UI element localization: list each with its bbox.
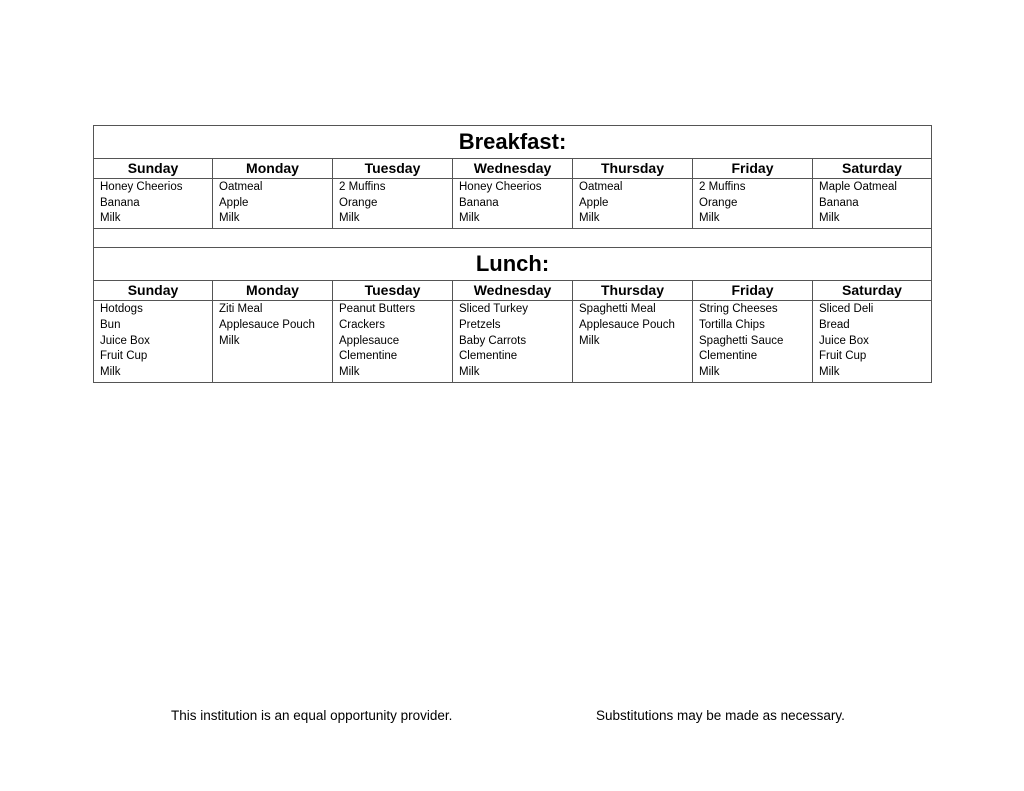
breakfast-day-header: Tuesday xyxy=(333,159,453,179)
lunch-menu-item: Crackers xyxy=(339,318,386,331)
lunch-menu-item: Clementine xyxy=(459,350,518,363)
breakfast-day-cell xyxy=(213,179,333,229)
lunch-title-row xyxy=(94,248,932,281)
lunch-items-row xyxy=(94,301,932,383)
menu-table xyxy=(93,125,932,383)
breakfast-title: Breakfast: xyxy=(94,126,932,159)
breakfast-menu-item: Honey Cheerios xyxy=(459,181,542,193)
breakfast-menu-item: Oatmeal xyxy=(219,181,263,193)
breakfast-menu-item: 2 Muffins xyxy=(699,181,746,193)
lunch-menu-item: Fruit Cup xyxy=(100,350,148,363)
breakfast-menu-item: Orange xyxy=(339,196,378,209)
breakfast-day-cell xyxy=(453,179,573,229)
breakfast-day-cell xyxy=(573,179,693,229)
lunch-menu-item: Fruit Cup xyxy=(819,350,867,363)
lunch-menu-item: Clementine xyxy=(339,350,398,363)
lunch-menu-item: Milk xyxy=(579,334,600,347)
breakfast-menu-item: Banana xyxy=(100,196,140,209)
lunch-day-header-row xyxy=(94,281,932,301)
lunch-menu-item: Tortilla Chips xyxy=(699,318,765,331)
breakfast-menu-item: Apple xyxy=(579,196,609,209)
breakfast-title-row xyxy=(94,126,932,159)
lunch-menu-item: Ziti Meal xyxy=(219,303,263,316)
breakfast-menu-item: Banana xyxy=(459,196,499,209)
lunch-menu-item: Pretzels xyxy=(459,318,501,331)
breakfast-day-header: Thursday xyxy=(573,159,693,179)
breakfast-menu-item: Milk xyxy=(219,212,240,225)
breakfast-menu-item: Milk xyxy=(339,212,360,225)
menu-body xyxy=(94,126,932,383)
breakfast-day-cell xyxy=(94,179,213,229)
lunch-menu-item: Milk xyxy=(699,365,720,378)
lunch-day-cell xyxy=(94,301,213,383)
lunch-menu-item: Bun xyxy=(100,318,121,331)
lunch-menu-item: Spaghetti Sauce xyxy=(699,334,784,347)
lunch-day-header: Wednesday xyxy=(453,281,573,301)
lunch-menu-item: Milk xyxy=(819,365,840,378)
breakfast-day-header: Monday xyxy=(213,159,333,179)
lunch-menu-item: Applesauce Pouch xyxy=(579,318,675,331)
breakfast-day-cell xyxy=(813,179,932,229)
lunch-menu-item: Clementine xyxy=(699,350,758,363)
lunch-menu-item: Applesauce Pouch xyxy=(219,318,315,331)
breakfast-menu-item: Honey Cheerios xyxy=(100,181,183,193)
lunch-day-header: Sunday xyxy=(94,281,213,301)
breakfast-menu-item: Milk xyxy=(459,212,480,225)
lunch-menu-item: String Cheeses xyxy=(699,303,778,316)
lunch-menu-item: Sliced Deli xyxy=(819,303,874,316)
lunch-day-cell xyxy=(813,301,932,383)
lunch-menu-item: Spaghetti Meal xyxy=(579,303,656,316)
lunch-title: Lunch: xyxy=(94,248,932,281)
equal-opportunity-note: This institution is an equal opportunity provider. xyxy=(171,708,453,723)
breakfast-day-header: Friday xyxy=(693,159,813,179)
breakfast-menu-item: Banana xyxy=(819,196,859,209)
lunch-day-header: Saturday xyxy=(813,281,932,301)
breakfast-menu-item: Milk xyxy=(579,212,600,225)
breakfast-day-header-row xyxy=(94,159,932,179)
lunch-menu-item: Applesauce xyxy=(339,334,400,347)
lunch-day-cell xyxy=(213,301,333,383)
breakfast-menu-item: Milk xyxy=(699,212,720,225)
lunch-menu-item: Milk xyxy=(100,365,121,378)
lunch-day-cell xyxy=(693,301,813,383)
lunch-menu-item: Peanut Butters xyxy=(339,303,416,316)
lunch-day-cell xyxy=(453,301,573,383)
lunch-menu-item: Sliced Turkey xyxy=(459,303,529,316)
lunch-day-cell xyxy=(573,301,693,383)
breakfast-menu-item: Milk xyxy=(100,212,121,225)
section-spacer xyxy=(94,229,932,248)
breakfast-day-cell xyxy=(333,179,453,229)
breakfast-day-header: Wednesday xyxy=(453,159,573,179)
lunch-day-cell xyxy=(333,301,453,383)
breakfast-menu-item: Maple Oatmeal xyxy=(819,181,897,193)
lunch-menu-item: Milk xyxy=(339,365,360,378)
breakfast-menu-item: Oatmeal xyxy=(579,181,623,193)
lunch-menu-item: Baby Carrots xyxy=(459,334,527,347)
breakfast-menu-item: Orange xyxy=(699,196,738,209)
lunch-day-header: Monday xyxy=(213,281,333,301)
lunch-menu-item: Juice Box xyxy=(819,334,869,347)
breakfast-menu-item: Milk xyxy=(819,212,840,225)
lunch-day-header: Tuesday xyxy=(333,281,453,301)
breakfast-day-header: Saturday xyxy=(813,159,932,179)
lunch-menu-item: Hotdogs xyxy=(100,303,143,316)
section-spacer-row xyxy=(94,229,932,248)
lunch-menu-item: Milk xyxy=(219,334,240,347)
lunch-day-header: Friday xyxy=(693,281,813,301)
breakfast-menu-item: 2 Muffins xyxy=(339,181,386,193)
lunch-day-header: Thursday xyxy=(573,281,693,301)
lunch-menu-item: Milk xyxy=(459,365,480,378)
breakfast-items-row xyxy=(94,179,932,229)
breakfast-day-cell xyxy=(693,179,813,229)
lunch-menu-item: Bread xyxy=(819,318,850,331)
breakfast-day-header: Sunday xyxy=(94,159,213,179)
breakfast-menu-item: Apple xyxy=(219,196,249,209)
substitutions-note: Substitutions may be made as necessary. xyxy=(596,708,845,723)
lunch-menu-item: Juice Box xyxy=(100,334,150,347)
